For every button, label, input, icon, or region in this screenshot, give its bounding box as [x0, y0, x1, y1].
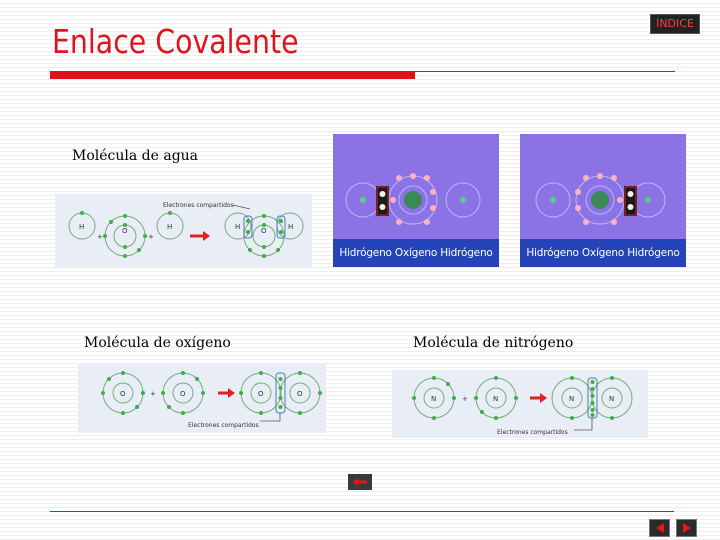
oxygen-atom-4: O [297, 390, 303, 398]
svg-text:+: + [97, 233, 103, 241]
index-button[interactable]: ÍNDICE [650, 14, 700, 34]
water-atom-h1: H [79, 223, 85, 231]
water-molecule-diagram [55, 194, 312, 267]
triangle-left-icon [654, 522, 666, 534]
water-annotation: Electrones compartidos [163, 202, 234, 209]
nitrogen-annotation: Electrones compartidos [497, 429, 568, 436]
nitrogen-atom-3: N [569, 395, 575, 403]
nitrogen-atom-2: N [493, 395, 499, 403]
photo-caption-left: Hidrógeno Oxígeno Hidrógeno [333, 239, 499, 267]
page-title: Enlace Covalente [52, 22, 299, 61]
water-atom-h4: H [288, 223, 294, 231]
oxygen-atom-1: O [120, 390, 126, 398]
nitrogen-molecule-label: Molécula de nitrógeno [413, 335, 574, 351]
oxygen-molecule-label: Molécula de oxígeno [84, 335, 231, 351]
title-underline-bar [50, 71, 415, 79]
oxygen-annotation: Electrones compartidos [188, 422, 259, 429]
photo-caption-right: Hidrógeno Oxígeno Hidrógeno [520, 239, 686, 267]
svg-text:+: + [462, 395, 468, 403]
water-model-photo-right [520, 134, 686, 267]
water-atom-o2: O [261, 227, 267, 235]
footer-line [50, 511, 674, 512]
prev-slide-button[interactable] [649, 519, 670, 537]
water-molecule-label: Molécula de agua [72, 148, 199, 164]
return-arrow-icon [352, 477, 368, 487]
nitrogen-atom-1: N [431, 395, 437, 403]
nitrogen-molecule-diagram [392, 370, 648, 438]
water-model-photo-left [333, 134, 499, 267]
svg-text:+: + [150, 390, 156, 398]
water-atom-o1: O [122, 227, 128, 235]
nitrogen-atom-4: N [609, 395, 615, 403]
oxygen-atom-3: O [258, 390, 264, 398]
return-button[interactable] [348, 474, 372, 490]
water-atom-h3: H [235, 223, 241, 231]
water-atom-h2: H [167, 223, 173, 231]
next-slide-button[interactable] [676, 519, 697, 537]
title-underline-line [415, 71, 675, 72]
oxygen-atom-2: O [180, 390, 186, 398]
triangle-right-icon [681, 522, 693, 534]
oxygen-molecule-diagram [78, 363, 326, 433]
svg-text:+: + [148, 233, 154, 241]
